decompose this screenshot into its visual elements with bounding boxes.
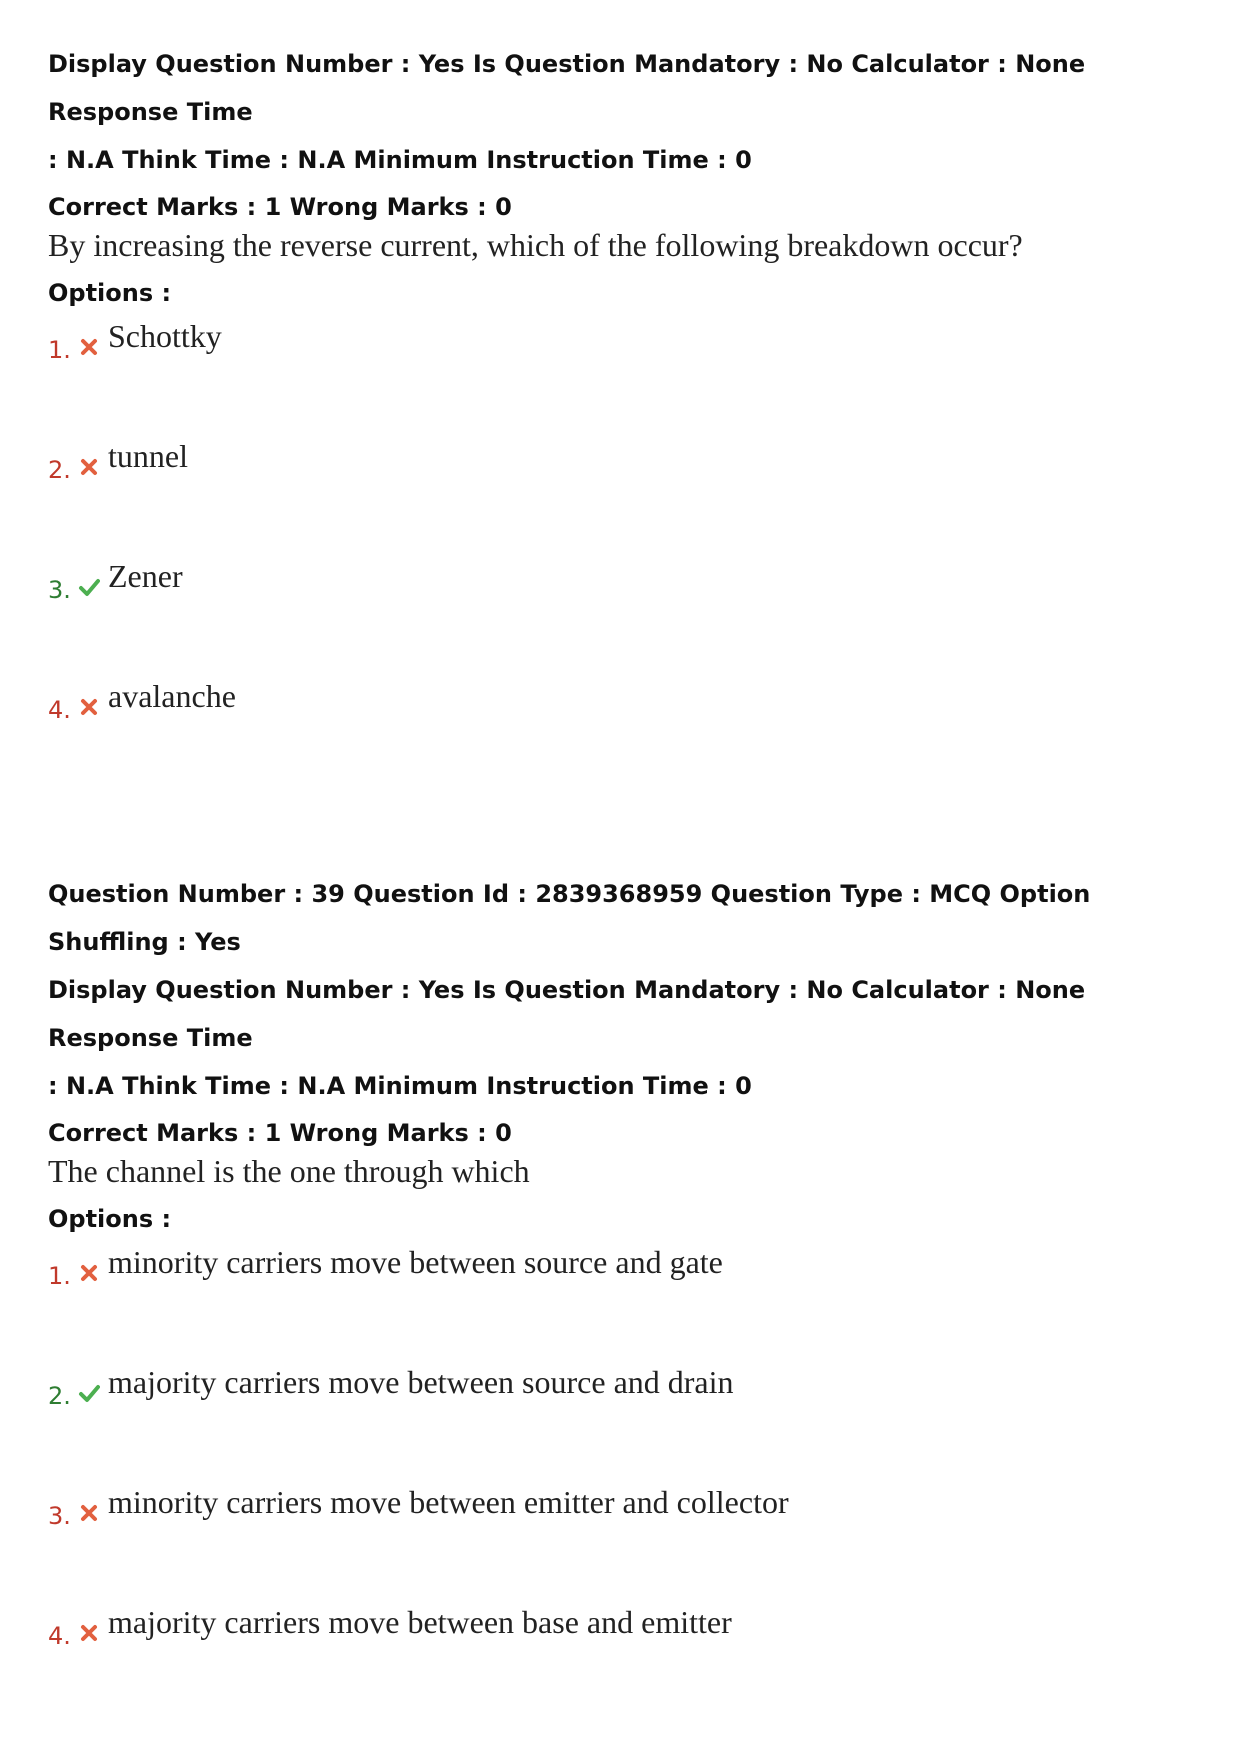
option-item <box>48 430 1208 550</box>
option-text: minority carriers move between source and gate <box>108 1244 723 1280</box>
option-text: Schottky <box>108 318 222 354</box>
option-number: 1. <box>48 1262 71 1290</box>
cross-icon <box>78 456 100 478</box>
option-number: 4. <box>48 1622 71 1650</box>
spacer <box>48 790 1208 870</box>
question-meta-line: Display Question Number : Yes Is Question Mandatory : No Calculator : None Response Time <box>48 976 1086 1052</box>
cross-icon <box>78 1622 100 1644</box>
options-label: Options : <box>48 279 172 307</box>
option-item <box>48 310 1208 430</box>
option-item <box>48 1236 1208 1356</box>
question-meta-line: Question Number : 39 Question Id : 2839368959 Question Type : MCQ Option Shuffling : Yes <box>48 880 1091 956</box>
option-number: 2. <box>48 456 71 484</box>
option-number: 4. <box>48 696 71 724</box>
option-text: minority carriers move between emitter and collector <box>108 1484 789 1520</box>
question-meta-line: : N.A Think Time : N.A Minimum Instruction Time : 0 <box>48 146 752 174</box>
document-page <box>48 40 1208 1716</box>
question-block-1 <box>48 40 1208 790</box>
options-label: Options : <box>48 1205 172 1233</box>
option-text: Zener <box>108 558 183 594</box>
marks-line: Correct Marks : 1 Wrong Marks : 0 <box>48 1119 512 1147</box>
cross-icon <box>78 336 100 358</box>
option-text: tunnel <box>108 438 188 474</box>
cross-icon <box>78 696 100 718</box>
question-meta-line: : N.A Think Time : N.A Minimum Instruction Time : 0 <box>48 1072 752 1100</box>
option-item <box>48 1476 1208 1596</box>
option-item <box>48 1356 1208 1476</box>
cross-icon <box>78 1502 100 1524</box>
marks-line: Correct Marks : 1 Wrong Marks : 0 <box>48 193 512 221</box>
option-item <box>48 1596 1208 1716</box>
option-item <box>48 550 1208 670</box>
check-icon <box>78 1382 100 1404</box>
question-meta-line: Display Question Number : Yes Is Question Mandatory : No Calculator : None Response Time <box>48 50 1086 126</box>
question-text: By increasing the reverse current, which of the following breakdown occur? <box>48 227 1023 263</box>
option-text: avalanche <box>108 678 236 714</box>
cross-icon <box>78 1262 100 1284</box>
option-number: 2. <box>48 1382 71 1410</box>
question-text: The channel is the one through which <box>48 1153 530 1189</box>
option-item <box>48 670 1208 790</box>
option-number: 1. <box>48 336 71 364</box>
option-text: majority carriers move between base and emitter <box>108 1604 732 1640</box>
option-number: 3. <box>48 1502 71 1530</box>
option-text: majority carriers move between source and drain <box>108 1364 734 1400</box>
option-number: 3. <box>48 576 71 604</box>
check-icon <box>78 576 100 598</box>
question-block-2 <box>48 870 1208 1716</box>
